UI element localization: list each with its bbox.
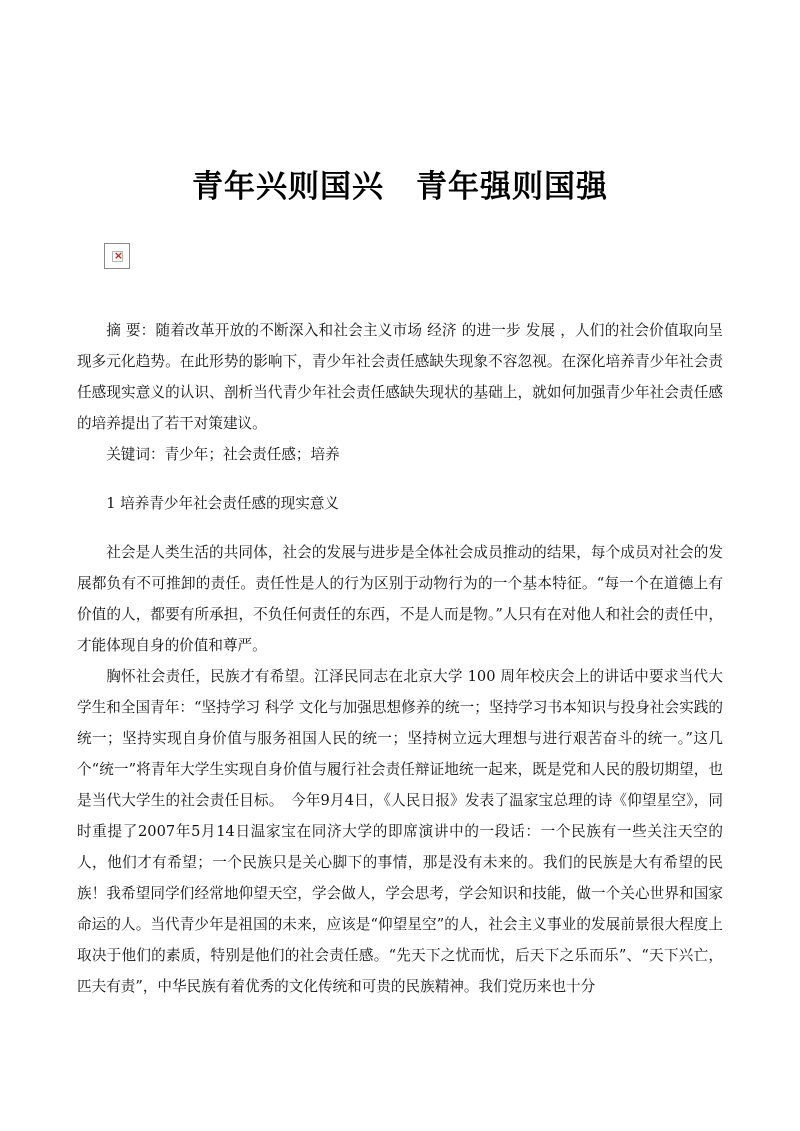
keywords-text: 青少年；社会责任感；培养 (164, 446, 340, 463)
keywords-paragraph (77, 439, 723, 470)
section-heading: 1 培养青少年社会责任感的现实意义 (106, 495, 340, 512)
abstract-text: 随着改革开放的不断深入和社会主义市场 经济 的进一步 发展 ，人们的社会价值取向呈现多元化趋势。在此形势的影响下，青少年社会责任感缺失现象不容忽视。在深化培养青少年社会责任感现实意义的认识、剖析当代青少年社会责任感缺失现状的基础上，就如何加强青少年社会责任感的培养提出了若干对策建议。 (77, 322, 724, 432)
body-paragraph-1: 社会是人类生活的共同体，社会的发展与进步是全体社会成员推动的结果，每个成员对社会的发展都负有不可推卸的责任。责任性是人的行为区别于动物行为的一个基本特征。“每一个在道德上有价值的人，都要有所承担，不负任何责任的东西，不是人而是物。”人只有在对他人和社会的责任中，才能体现自身的价值和尊严。 (77, 544, 723, 654)
broken-image-icon (112, 251, 123, 262)
broken-image-placeholder (104, 243, 130, 269)
abstract-paragraph (77, 315, 723, 439)
abstract-label: 摘 要： (106, 322, 156, 339)
document-body (77, 315, 723, 1002)
body-paragraph-2: 胸怀社会责任，民族才有希望。江泽民同志在北京大学 100 周年校庆会上的讲话中要求当代大学生和全国青年：“坚持学习 科学 文化与加强思想修养的统一；坚持学习书本知识与投身社会实践的统一；坚持实现自身价值与服务祖国人民的统一；坚持树立远大理想与进行艰苦奋斗的统一。”这几个“统一”将青年大学生实现自身价值与履行社会责任辩证地统一起来，既是党和人民的殷切期望，也是当代大学生的社会责任目标。 今年9月4日，《人民日报》发表了温家宝总理的诗《仰望星空》，同时重提了2007年5月14日温家宝在同济大学的即席演讲中的一段话：一个民族有一些关注天空的人，他们才有希望；一个民族只是关心脚下的事情，那是没有未来的。我们的民族是大有希望的民族！我希望同学们经常地仰望天空，学会做人，学会思考，学会知识和技能，做一个关心世界和国家命运的人。当代青少年是祖国的未来，应该是“仰望星空”的人，社会主义事业的发展前景很大程度上取决于他们的素质，特别是他们的社会责任感。“先天下之忧而忧，后天下之乐而乐”、“天下兴亡，匹夫有责”，中华民族有着优秀的文化传统和可贵的民族精神。我们党历来也十分 (77, 668, 723, 995)
keywords-label: 关键词： (106, 446, 165, 463)
broken-image-x-mark: × (113, 249, 124, 262)
document-title: 青年兴则国兴 青年强则国强 (192, 169, 608, 205)
